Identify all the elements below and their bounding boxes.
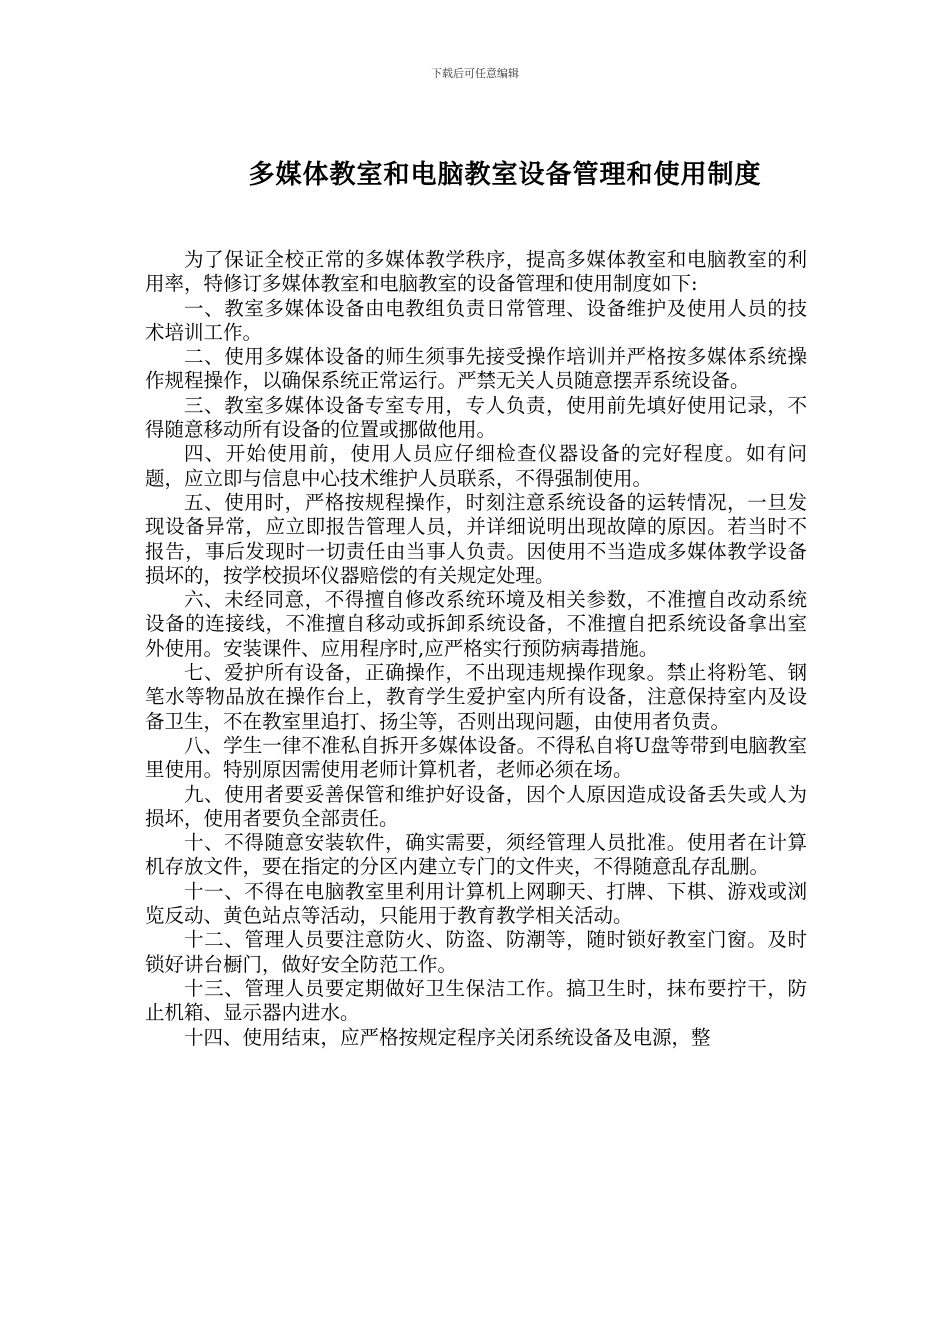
paragraph-rule-5: 五、使用时，严格按规程操作，时刻注意系统设备的运转情况，一旦发现设备异常，应立即报告管理人员，并详细说明出现故障的原因。若当时不报告，事后发现时一切责任由当事人负责。因使用不当造成多媒体教学设备损坏的，按学校损坏仪器赔偿的有关规定处理。 <box>145 490 807 587</box>
paragraph-rule-13: 十三、管理人员要定期做好卫生保洁工作。搞卫生时，抹布要拧干，防止机箱、显示器内进水。 <box>145 976 807 1025</box>
document-body <box>145 248 807 1050</box>
paragraph-rule-4: 四、开始使用前，使用人员应仔细检查仪器设备的完好程度。如有问题，应立即与信息中心技术维护人员联系，不得强制使用。 <box>145 442 807 490</box>
paragraph-rule-1: 一、教室多媒体设备由电教组负责日常管理、设备维护及使用人员的技术培训工作。 <box>145 296 807 344</box>
paragraph-rule-6: 六、未经同意，不得擅自修改系统环境及相关参数，不准擅自改动系统设备的连接线，不准擅自移动或拆卸系统设备，不准擅自把系统设备拿出室外使用。安装课件、应用程序时,应严格实行预防病毒措施。 <box>145 588 807 660</box>
paragraph-rule-3: 三、教室多媒体设备专室专用，专人负责，使用前先填好使用记录，不得随意移动所有设备的位置或挪做他用。 <box>145 393 807 442</box>
paragraph-intro: 为了保证全校正常的多媒体教学秩序，提高多媒体教室和电脑教室的利用率，特修订多媒体教室和电脑教室的设备管理和使用制度如下: <box>145 248 807 296</box>
paragraph-rule-12: 十二、管理人员要注意防火、防盗、防潮等，随时锁好教室门窗。及时锁好讲台橱门，做好安全防范工作。 <box>145 928 807 976</box>
document-title: 多媒体教室和电脑教室设备管理和使用制度 <box>248 160 762 190</box>
paragraph-rule-11: 十一、不得在电脑教室里利用计算机上网聊天、打牌、下棋、游戏或浏览反动、黄色站点等活动，只能用于教育教学相关活动。 <box>145 879 807 928</box>
paragraph-rule-2: 二、使用多媒体设备的师生须事先接受操作培训并严格按多媒体系统操作规程操作，以确保系统正常运行。严禁无关人员随意摆弄系统设备。 <box>145 345 807 393</box>
paragraph-rule-7: 七、爱护所有设备，正确操作，不出现违规操作现象。禁止将粉笔、钢笔水等物品放在操作台上，教育学生爱护室内所有设备，注意保持室内及设备卫生，不在教室里追打、扬尘等，否则出现问题，由使用者负责。 <box>145 661 807 733</box>
paragraph-rule-9: 九、使用者要妥善保管和维护好设备，因个人原因造成设备丢失或人为损坏，使用者要负全部责任。 <box>145 782 807 830</box>
page-header-note: 下载后可任意编辑 <box>431 67 519 80</box>
paragraph-rule-8: 八、学生一律不准私自拆开多媒体设备。不得私自将U盘等带到电脑教室里使用。特别原因需使用老师计算机者，老师必须在场。 <box>145 733 807 782</box>
paragraph-rule-14: 十四、使用结束，应严格按规定程序关闭系统设备及电源，整 <box>184 1025 711 1049</box>
paragraph-rule-10: 十、不得随意安装软件，确实需要，须经管理人员批准。使用者在计算机存放文件，要在指定的分区内建立专门的文件夹，不得随意乱存乱删。 <box>145 831 807 879</box>
